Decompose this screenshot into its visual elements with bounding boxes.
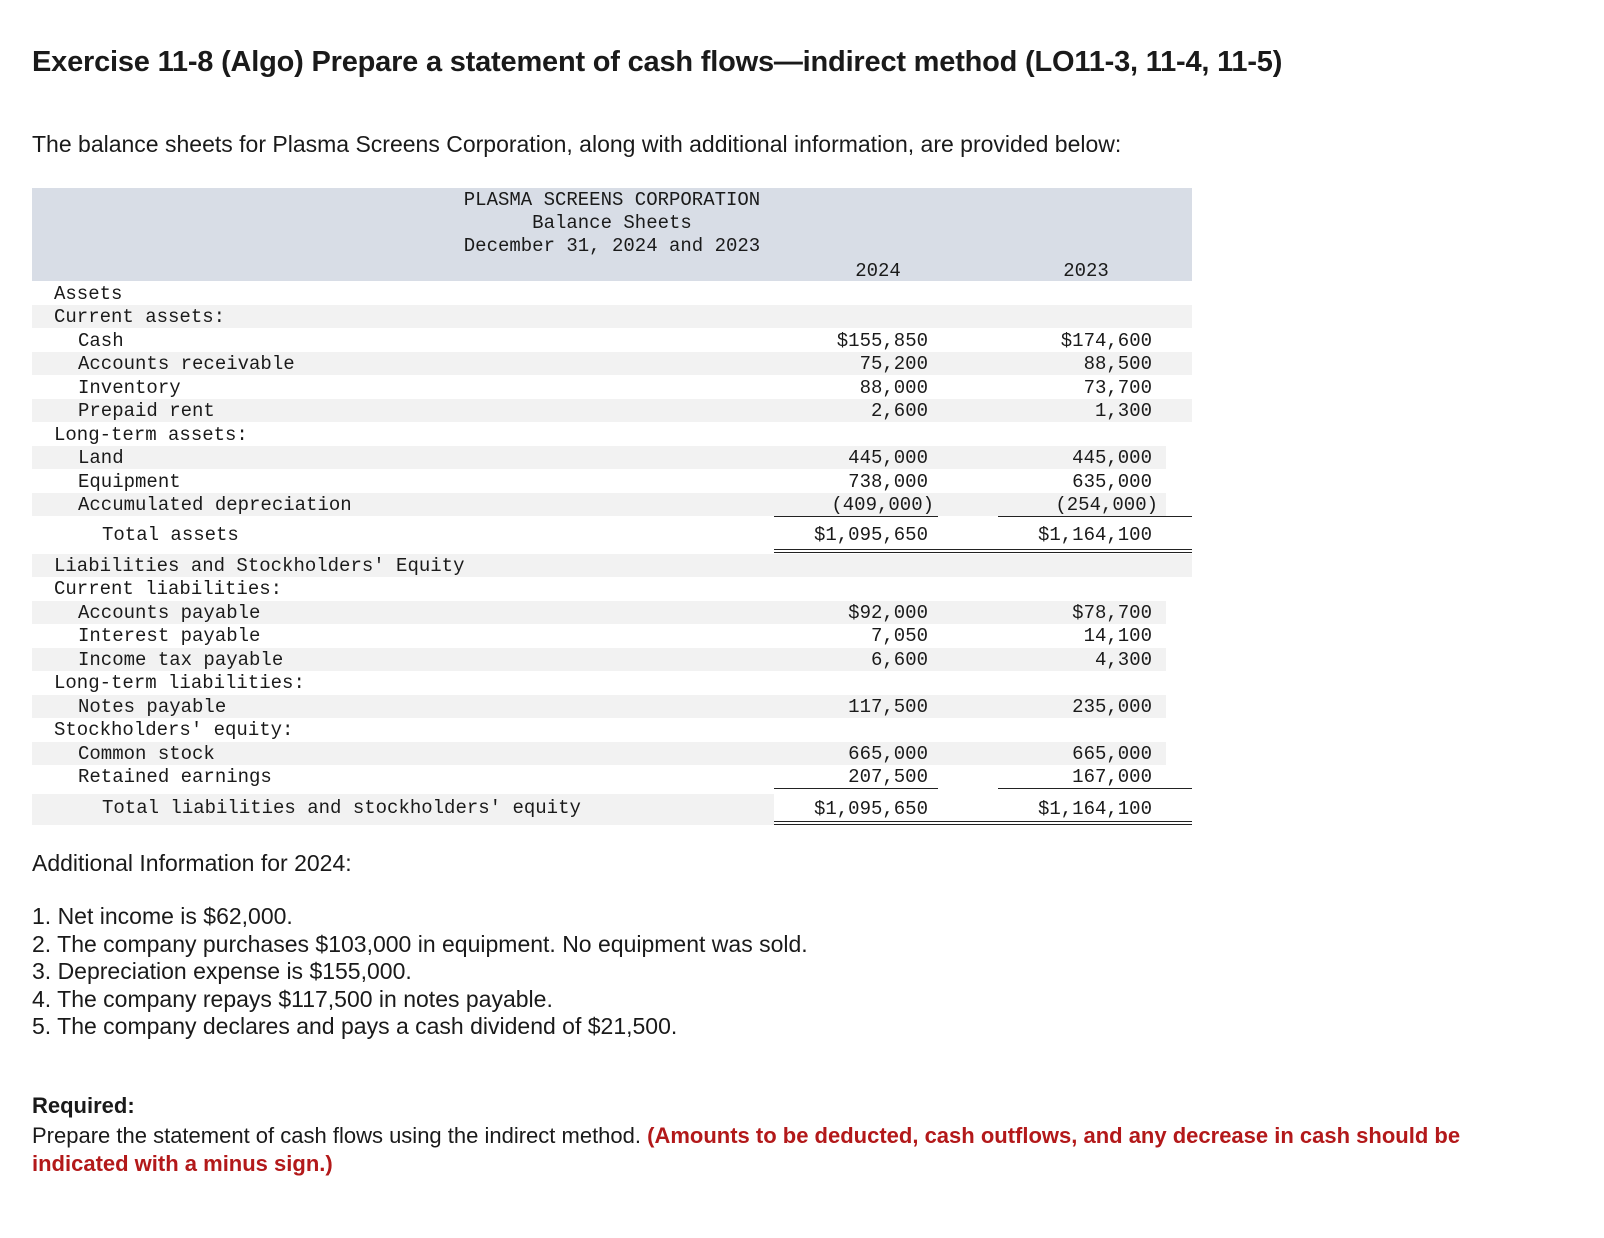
row-prepaid-rent	[32, 399, 1192, 422]
row-current-liabilities	[32, 577, 1192, 600]
value-2024: $92,000	[848, 602, 928, 624]
statement-date: December 31, 2024 and 2023	[463, 235, 761, 257]
subtotal-rule-2024	[774, 788, 938, 789]
value-2024: 88,000	[859, 377, 928, 399]
value-2024: 75,200	[859, 353, 928, 375]
list-item: 3. Depreciation expense is $155,000.	[32, 958, 412, 984]
row-notes-payable	[32, 695, 1166, 718]
additional-info-heading: Additional Information for 2024:	[32, 850, 352, 876]
column-header-2023: 2023	[1063, 260, 1109, 282]
row-assets	[32, 282, 1192, 305]
company-name: PLASMA SCREENS CORPORATION	[463, 189, 761, 211]
row-long-term-assets	[32, 423, 1192, 446]
value-2024: $1,095,650	[813, 524, 928, 546]
list-item: 2. The company purchases $103,000 in equipment. No equipment was sold.	[32, 930, 808, 957]
row-label: Income tax payable	[78, 649, 284, 671]
subtotal-rule-2023	[998, 516, 1192, 517]
required-note: (Amounts to be deducted, cash outflows, and any decrease in cash should be indicated with a minus sign.)	[32, 1123, 1461, 1176]
value-2023: $174,600	[1060, 330, 1152, 352]
table-header	[32, 188, 1192, 281]
value-2023: (254,000)	[1055, 494, 1158, 516]
required-heading: Required:	[32, 1093, 135, 1118]
row-income-tax-payable	[32, 648, 1166, 671]
row-retained-earnings	[32, 765, 1192, 788]
row-label: Current assets:	[54, 306, 226, 328]
row-label: Stockholders' equity:	[54, 719, 294, 741]
value-2024: $155,850	[836, 330, 928, 352]
balance-sheet-table	[32, 188, 1192, 826]
value-2023: 14,100	[1083, 625, 1152, 647]
row-land	[32, 446, 1166, 469]
row-total-assets	[32, 523, 1192, 546]
value-2023: $78,700	[1072, 602, 1152, 624]
row-label: Total assets	[102, 524, 239, 546]
value-2023: 445,000	[1072, 447, 1152, 469]
total-rule-top	[774, 821, 1192, 822]
value-2024: 738,000	[848, 471, 928, 493]
value-2024: 6,600	[870, 649, 928, 671]
row-label: Common stock	[78, 743, 215, 765]
list-item: 5. The company declares and pays a cash dividend of $21,500.	[32, 1013, 678, 1039]
row-label: Assets	[54, 283, 123, 305]
subtotal-rule-2024	[774, 516, 938, 517]
value-2023: 4,300	[1094, 649, 1152, 671]
row-label: Equipment	[78, 471, 181, 493]
value-2024: 207,500	[848, 766, 928, 788]
row-label: Inventory	[78, 377, 181, 399]
row-label: Interest payable	[78, 625, 261, 647]
required-instructions	[32, 1122, 1532, 1178]
value-2023: $1,164,100	[1037, 798, 1152, 820]
value-2024: 665,000	[848, 743, 928, 765]
value-2023: 73,700	[1083, 377, 1152, 399]
value-2023: 88,500	[1083, 353, 1152, 375]
row-total-liabilities-equity-values	[32, 797, 1192, 820]
total-rule-bottom	[774, 824, 1192, 825]
row-label: Prepaid rent	[78, 400, 215, 422]
row-accounts-receivable	[32, 352, 1192, 375]
row-label: Total liabilities and stockholders' equity	[102, 797, 581, 819]
statement-name: Balance Sheets	[532, 212, 692, 234]
row-label: Accounts payable	[78, 602, 261, 624]
row-accounts-payable	[32, 601, 1166, 624]
value-2024: (409,000)	[831, 494, 934, 516]
required-text: Prepare the statement of cash flows using the indirect method.	[32, 1123, 641, 1148]
row-accumulated-depreciation	[32, 493, 1166, 516]
row-label: Accumulated depreciation	[78, 494, 352, 516]
list-item: 4. The company repays $117,500 in notes payable.	[32, 985, 553, 1012]
intro-text: The balance sheets for Plasma Screens Corporation, along with additional information, are provided below:	[32, 131, 1122, 157]
row-label: Land	[78, 447, 124, 469]
row-label: Long-term assets:	[54, 424, 248, 446]
value-2024: $1,095,650	[813, 798, 928, 820]
row-common-stock	[32, 742, 1166, 765]
row-label: Current liabilities:	[54, 578, 283, 600]
row-cash	[32, 329, 1192, 352]
value-2024: 2,600	[870, 400, 928, 422]
subtotal-rule-2023	[998, 788, 1192, 789]
row-label: Cash	[78, 330, 124, 352]
total-rule-bottom	[774, 552, 1192, 553]
value-2024: 445,000	[848, 447, 928, 469]
row-stockholders-equity	[32, 718, 1192, 741]
row-label: Long-term liabilities:	[54, 672, 305, 694]
value-2023: 665,000	[1072, 743, 1152, 765]
row-label: Retained earnings	[78, 766, 272, 788]
value-2024: 7,050	[870, 625, 928, 647]
value-2023: $1,164,100	[1037, 524, 1152, 546]
row-long-term-liabilities	[32, 671, 1192, 694]
row-equipment	[32, 470, 1192, 493]
value-2023: 1,300	[1094, 400, 1152, 422]
value-2023: 635,000	[1072, 471, 1152, 493]
exercise-title: Exercise 11-8 (Algo) Prepare a statement of cash flows—indirect method (LO11-3, 11-4, 11-5)	[32, 46, 1283, 78]
row-current-assets	[32, 305, 1192, 328]
row-interest-payable	[32, 624, 1192, 647]
row-label: Liabilities and Stockholders' Equity	[54, 555, 465, 577]
additional-info-list	[32, 903, 808, 1041]
value-2023: 235,000	[1072, 696, 1152, 718]
column-header-2024: 2024	[855, 260, 901, 282]
row-label: Accounts receivable	[78, 353, 295, 375]
total-rule-top	[774, 549, 1192, 550]
value-2024: 117,500	[848, 696, 928, 718]
value-2023: 167,000	[1072, 766, 1152, 788]
row-liabilities-equity	[32, 554, 1192, 577]
row-label: Notes payable	[78, 696, 227, 718]
list-item: 1. Net income is $62,000.	[32, 903, 293, 929]
row-inventory	[32, 376, 1192, 399]
